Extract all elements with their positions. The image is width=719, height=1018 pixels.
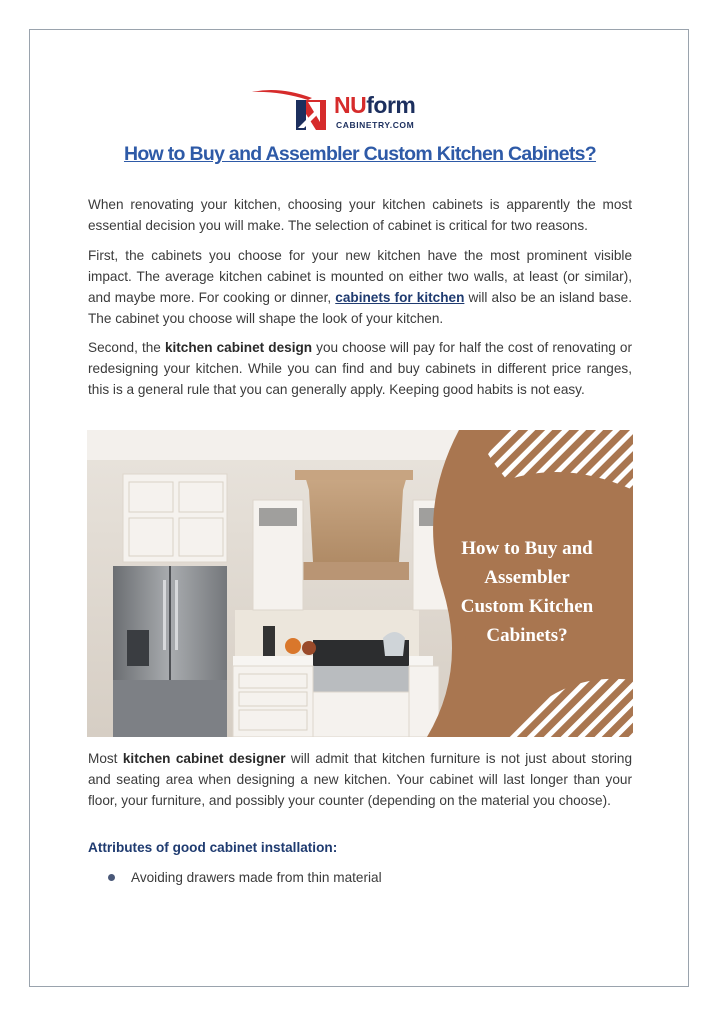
p3-text-before: Second, the [88,340,165,355]
intro-paragraph: When renovating your kitchen, choosing your kitchen cabinets is apparently the most essential decision you will make. The selection of cabinet is critical for two reasons. [88,197,632,233]
kitchen-hero-image [87,430,633,737]
p3-text-after: you choose will pay for half the cost of renovating or redesigning your kitchen. While you can find and buy cabinets in different price ranges, this is a general rule that you can generally apply. Keeping good habits is not easy. [88,340,632,397]
second-reason-paragraph [88,337,632,400]
bullet-dot-icon [108,874,115,881]
p4-text-after: will admit that kitchen furniture is not just about storing and seating area when designing a new kitchen. Your cabinet will last longer than your floor, your furniture, and possibly your counter (depending on the material you choose). [88,751,633,808]
designer-paragraph [88,748,632,811]
logo-brand-form: form [366,92,416,118]
bullet-text: Avoiding drawers made from thin material [131,870,382,885]
logo-brand-nu: NU [334,92,367,118]
hero-line-3: Custom Kitchen [460,596,594,617]
attributes-list [108,870,382,885]
hero-line-2: Assembler [484,567,570,588]
p4-text-before: Most [88,751,123,766]
kitchen-cabinet-design-bold: kitchen cabinet design [164,340,313,355]
hero-line-1: How to Buy and [461,538,593,559]
hero-caption [439,534,615,650]
list-item [108,870,382,885]
p2-text-before: First, the cabinets you choose for your new kitchen have the most prominent visible impact. The average kitchen cabinet is mounted on either two walls, at least (or similar), and maybe more. For cooking or dinner, [88,248,632,305]
cabinets-for-kitchen-link[interactable]: cabinets for kitchen [335,290,465,305]
p2-text-after: will also be an island base. The cabinet you choose will shape the look of your kitchen. [88,290,632,326]
page-title: How to Buy and Assembler Custom Kitchen Cabinets? [123,143,597,165]
hero-line-4: Cabinets? [486,625,568,646]
kitchen-cabinet-designer-bold: kitchen cabinet designer [122,751,286,766]
attributes-heading: Attributes of good cabinet installation: [88,840,338,855]
nuform-logo[interactable] [250,88,430,134]
logo-subtitle: CABINETRY.COM [336,120,415,130]
first-reason-paragraph [88,245,632,329]
